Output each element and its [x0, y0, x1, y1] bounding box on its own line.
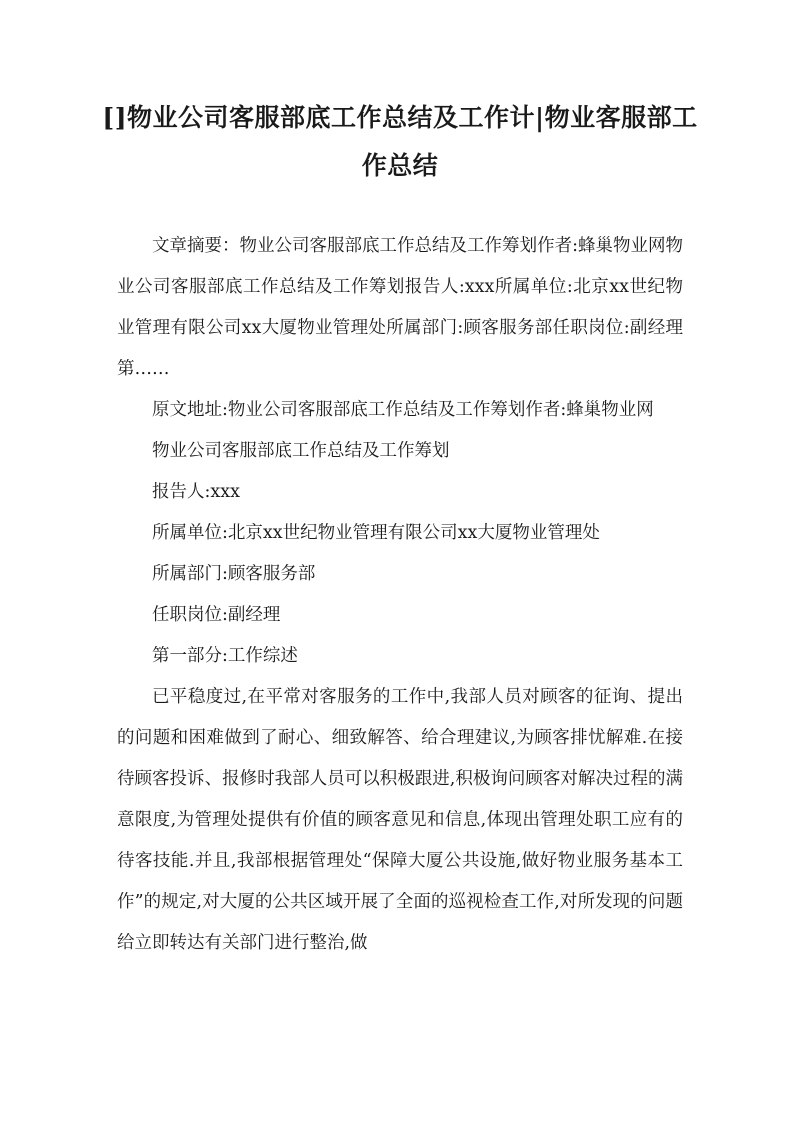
paragraph-report-title: 物业公司客服部底工作总结及工作筹划 [152, 441, 450, 461]
document-body [117, 226, 683, 964]
paragraph-abstract: 文章摘要：物业公司客服部底工作总结及工作筹划作者:蜂巢物业网物业公司客服部底工作总结及工作筹划报告人:xxx所属单位:北京xx世纪物业管理有限公司xx大厦物业管理处所属部门:顾客服务部任职岗位:副经理第…… [117, 236, 683, 379]
paragraph-reporter: 报告人:xxx [152, 482, 241, 502]
paragraph-section-heading: 第一部分:工作综述 [152, 646, 298, 666]
paragraph-unit: 所属单位:北京xx世纪物业管理有限公司xx大厦物业管理处 [152, 523, 600, 543]
paragraph-department: 所属部门:顾客服务部 [152, 564, 316, 584]
paragraph-position: 任职岗位:副经理 [152, 605, 281, 625]
paragraph-source-address: 原文地址:物业公司客服部底工作总结及工作筹划作者:蜂巢物业网 [152, 400, 654, 420]
document-title: []物业公司客服部底工作总结及工作计|物业客服部工作总结 [102, 103, 698, 180]
paragraph-work-summary: 已平稳度过,在平常对客服务的工作中,我部人员对顾客的征询、提出的问题和困难做到了耐心、细致解答、给合理建议,为顾客排忧解难.在接待顾客投诉、报修时我部人员可以积极跟进,积极询问顾客对解决过程的满意限度,为管理处提供有价值的顾客意见和信息,体现出管理处职工应有的待客技能.并且,我部根据管理处“保障大厦公共设施,做好物业服务基本工作”的规定,对大厦的公共区域开展了全面的巡视检查工作,对所发现的问题给立即转达有关部门进行整治,做 [117, 687, 683, 953]
